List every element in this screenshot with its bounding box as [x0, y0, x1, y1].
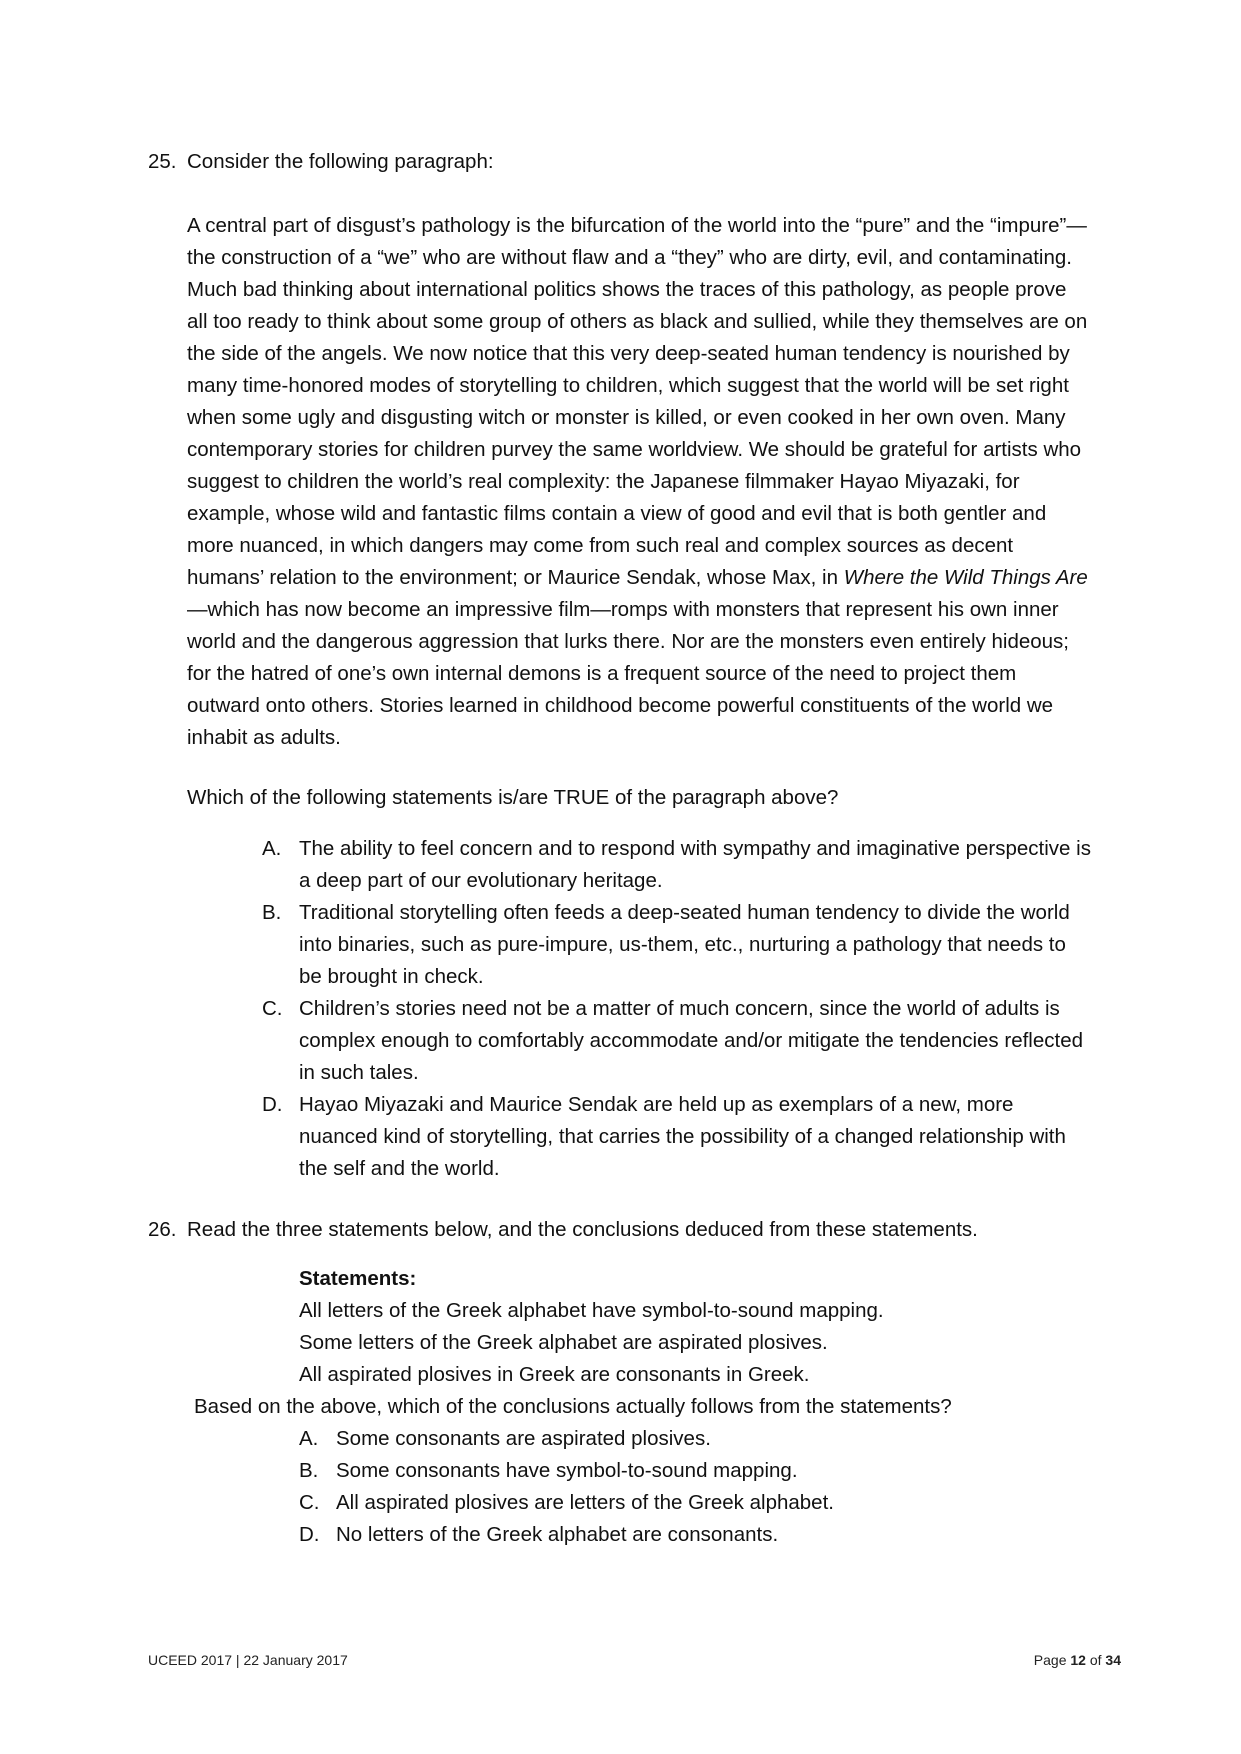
option-text: All aspirated plosives are letters of the Greek alphabet. [336, 1491, 834, 1514]
paragraph-text-after: —which has now become an impressive film—romps with monsters that represent his own inner world and the dangerous aggression that lurks there. Nor are the monsters even entirely hideous; for the hatred of one’s own internal demons is a frequent source of the need to project them outward onto others. Stories learned in childhood become powerful constituents of the world we inhabit as adults. [187, 598, 1070, 749]
statement-1: All letters of the Greek alphabet have symbol-to-sound mapping. [299, 1299, 884, 1322]
option-label: C. [262, 997, 283, 1020]
option-label: A. [299, 1427, 319, 1450]
statements-heading: Statements: [299, 1267, 417, 1290]
paragraph-text-before: A central part of disgust’s pathology is the bifurcation of the world into the “pure” and the “impure”—the construction of a “we” who are without flaw and a “they” who are dirty, evil, and contaminating. Much bad thinking about international politics shows the traces of this pathology, as people prove all too ready to think about some group of others as black and sullied, while they themselves are on the side of the angels. We now notice that this very deep-seated human tendency is nourished by many time-honored modes of storytelling to children, which suggest that the world will be set right when some ugly and disgusting witch or monster is killed, or even cooked in her own oven. Many contemporary stories for children purvey the same worldview. We should be grateful for artists who suggest to children the world’s real complexity: the Japanese filmmaker Hayao Miyazaki, for example, whose wild and fantastic films contain a view of good and evil that is both gentler and more nuanced, in which dangers may come from such real and complex sources as decent humans’ relation to the environment; or Maurice Sendak, whose Max, in [187, 214, 1088, 589]
page-total: 34 [1105, 1652, 1121, 1668]
option-label: D. [262, 1093, 283, 1116]
page-of: of [1085, 1652, 1106, 1668]
statement-3: All aspirated plosives in Greek are consonants in Greek. [299, 1363, 810, 1386]
option-label: C. [299, 1491, 320, 1514]
question-25-question: Which of the following statements is/are TRUE of the paragraph above? [187, 786, 839, 809]
question-26-question: Based on the above, which of the conclusions actually follows from the statements? [194, 1395, 952, 1418]
option-label: D. [299, 1523, 320, 1546]
question-26-prompt: Read the three statements below, and the conclusions deduced from these statements. [187, 1218, 978, 1241]
option-label: A. [262, 837, 282, 860]
paragraph-italic-title: Where the Wild Things Are [843, 566, 1088, 589]
option-text: Children’s stories need not be a matter of much concern, since the world of adults is complex enough to comfortably accommodate and/or mitigate the tendencies reflected in such tales. [299, 997, 1083, 1084]
page-current: 12 [1070, 1652, 1086, 1668]
option-text: Some consonants are aspirated plosives. [336, 1427, 711, 1450]
option-label: B. [299, 1459, 319, 1482]
footer-page-number [1034, 1650, 1121, 1670]
option-text: Some consonants have symbol-to-sound mapping. [336, 1459, 798, 1482]
question-25-prompt: Consider the following paragraph: [187, 150, 494, 173]
option-text: The ability to feel concern and to respond with sympathy and imaginative perspective is a deep part of our evolutionary heritage. [299, 837, 1091, 892]
option-label: B. [262, 901, 282, 924]
question-25-number: 25. [148, 150, 177, 173]
option-text: Hayao Miyazaki and Maurice Sendak are held up as exemplars of a new, more nuanced kind of storytelling, that carries the possibility of a changed relationship with the self and the world. [299, 1093, 1066, 1180]
question-25-paragraph [187, 210, 1091, 754]
statement-2: Some letters of the Greek alphabet are aspirated plosives. [299, 1331, 828, 1354]
option-text: No letters of the Greek alphabet are consonants. [336, 1523, 779, 1546]
option-text: Traditional storytelling often feeds a deep-seated human tendency to divide the world into binaries, such as pure-impure, us-them, etc., nurturing a pathology that needs to be brought in check. [299, 901, 1070, 988]
page-prefix: Page [1033, 1652, 1071, 1668]
footer-exam-info: UCEED 2017 | 22 January 2017 [148, 1652, 348, 1668]
question-26-number: 26. [148, 1218, 177, 1241]
